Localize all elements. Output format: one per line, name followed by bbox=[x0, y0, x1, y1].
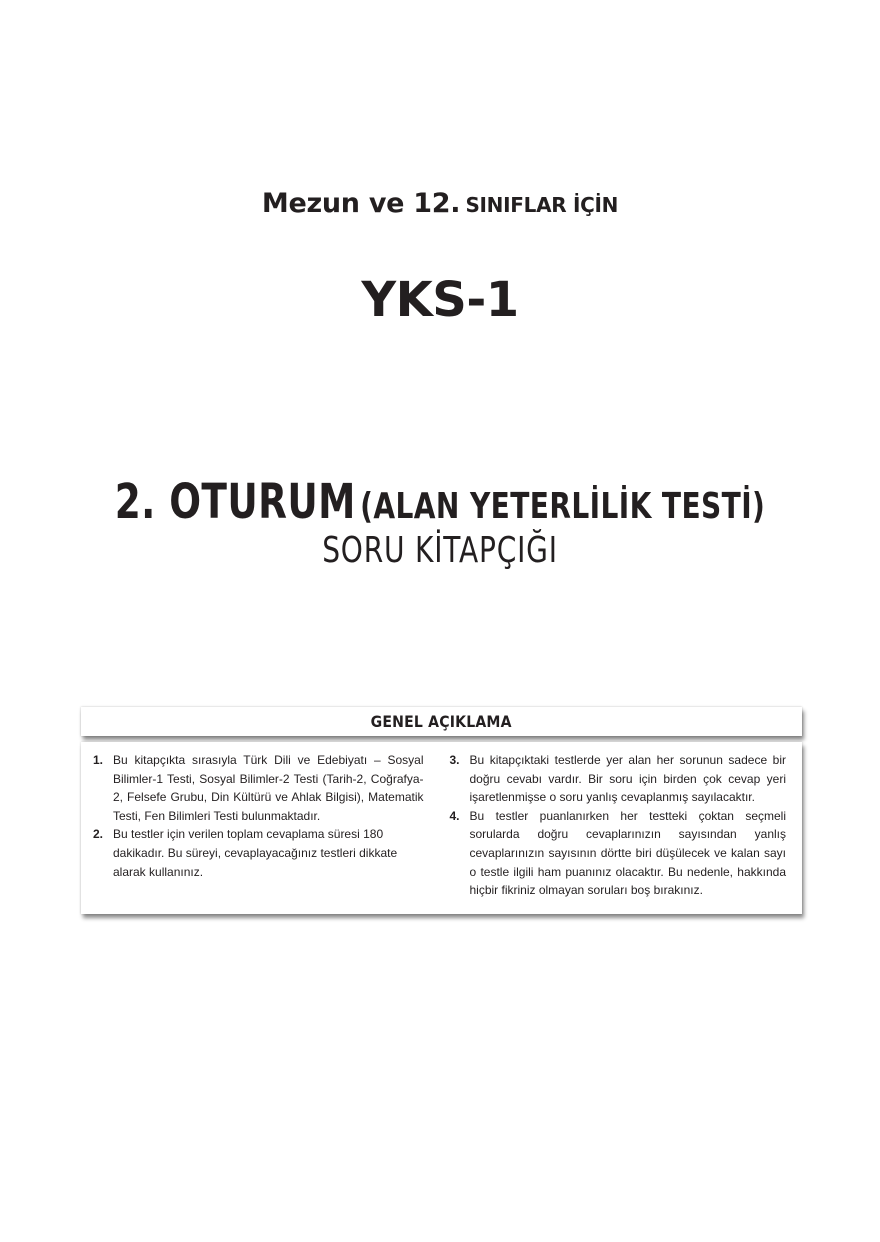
audience-sub: SINIFLAR İÇİN bbox=[465, 193, 619, 217]
exam-title: YKS-1 bbox=[361, 272, 519, 328]
general-info-title: GENEL AÇIKLAMA bbox=[370, 712, 513, 731]
audience-line bbox=[0, 188, 880, 219]
session-title-paren: (ALAN YETERLİLİK TESTİ) bbox=[360, 486, 766, 527]
info-column-left bbox=[93, 751, 442, 914]
info-column-right bbox=[442, 751, 791, 914]
info-item-1 bbox=[93, 751, 424, 825]
booklet-title: SORU KİTAPÇIĞI bbox=[322, 530, 558, 571]
session-title bbox=[97, 474, 783, 530]
audience-main: Mezun ve 12. bbox=[261, 188, 461, 219]
info-item-text: Bu testler puanlanırken her testteki çoktan seçmeli sorularda doğru cevaplarınızın sayısından yanlış cevaplarınızın sayısının dörtte biri düşülecek ve kalan sayı o testle ilgili ham puanınız olacaktır. Bu nedenle, hakkında hiçbir fikriniz olmayan soruları boş bırakınız. bbox=[469, 808, 786, 898]
info-item-text: Bu kitapçıktaki testlerde yer alan her sorunun sadece bir doğru cevabı vardır. Bir soru için birden çok cevap yeri işaretlenmişse o soru yanlış cevaplanmış sayılacaktır. bbox=[469, 753, 786, 805]
info-item-3 bbox=[450, 751, 787, 807]
info-item-2 bbox=[93, 825, 424, 881]
info-item-text: Bu kitapçıkta sırasıyla Türk Dili ve Edebiyatı – Sosyal Bilimler-1 Testi, Sosyal Bilimler-2 Testi (Tarih-2, Coğrafya-2, Felsefe Grubu, Din Kültürü ve Ahlak Bilgisi), Matematik Testi, Fen Bilimleri Testi bulunmaktadır. bbox=[113, 753, 424, 823]
info-item-number: 3. bbox=[449, 753, 460, 767]
info-item-text: Bu testler için verilen toplam cevaplama süresi 180 dakikadır. Bu süreyi, cevaplayacağınız testleri dikkate alarak kullanınız. bbox=[113, 827, 398, 879]
info-item-number: 2. bbox=[93, 827, 104, 842]
session-title-main: 2. OTURUM bbox=[114, 474, 356, 530]
general-info-header bbox=[81, 707, 802, 736]
info-item-4 bbox=[450, 807, 787, 900]
info-item-number: 1. bbox=[93, 753, 104, 767]
info-item-number: 4. bbox=[449, 808, 460, 823]
general-info-box bbox=[81, 742, 802, 914]
